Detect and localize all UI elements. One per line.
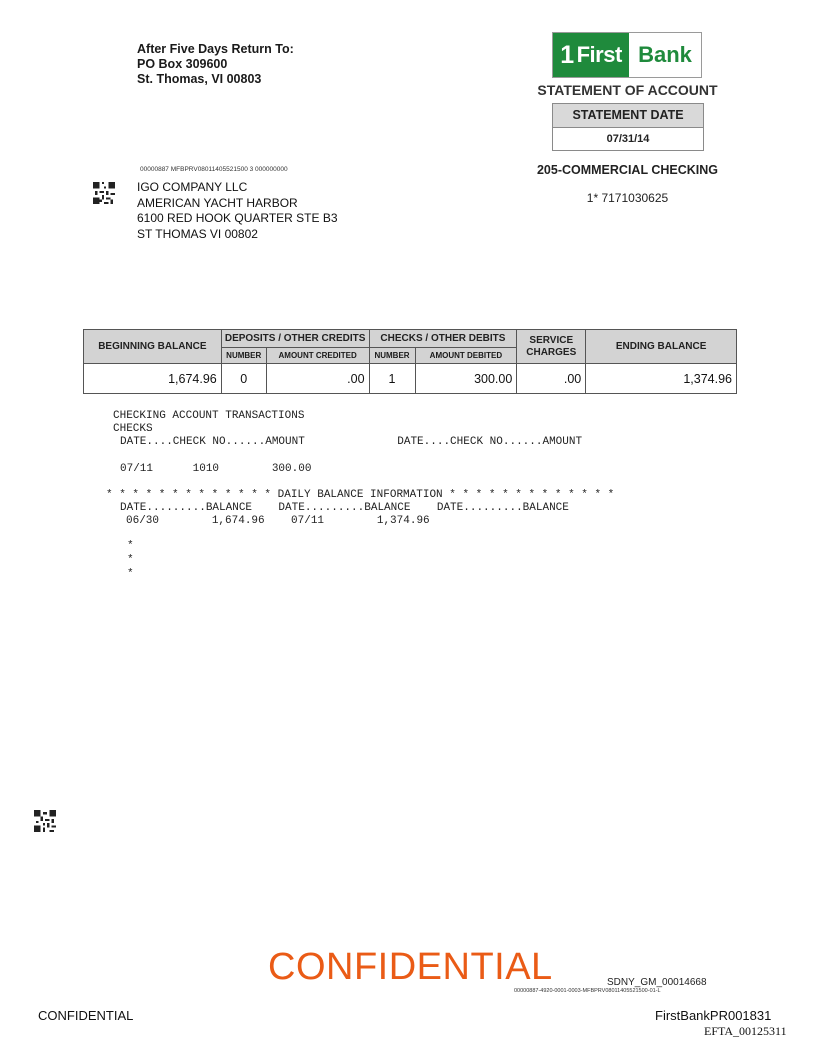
mail-barcode-text: 00000887 MFBPRV08011405521500 3 000000000 <box>140 166 288 173</box>
daily-balance-columns: DATE.........BALANCE DATE.........BALANCE DATE.........BALANCE <box>120 502 569 514</box>
account-type: 205-COMMERCIAL CHECKING <box>536 163 719 177</box>
checks-section-label: CHECKS <box>113 423 153 435</box>
deposits-header: DEPOSITS / OTHER CREDITS <box>221 330 369 348</box>
check-number-header: NUMBER <box>369 348 415 364</box>
statement-title: STATEMENT OF ACCOUNT <box>537 82 718 98</box>
star-line-2: * <box>127 554 134 566</box>
return-address-line1: After Five Days Return To: <box>137 42 294 56</box>
return-address-line2: PO Box 309600 <box>137 57 228 71</box>
firstbank-logo <box>552 32 702 78</box>
production-number: FirstBankPR001831 <box>655 1008 772 1023</box>
daily-balance-header: * * * * * * * * * * * * * DAILY BALANCE INFORMATION * * * * * * * * * * * * * <box>106 489 615 501</box>
sdny-bates-number: SDNY_GM_00014668 <box>607 977 707 988</box>
logo-word-first: First <box>576 42 622 67</box>
account-number: 1* 7171030625 <box>586 191 669 205</box>
logo-word-bank: Bank <box>629 33 701 77</box>
recipient-address <box>137 180 338 242</box>
return-address <box>137 42 294 87</box>
efta-number: EFTA_00125311 <box>704 1024 787 1038</box>
recipient-line2: AMERICAN YACHT HARBOR <box>137 195 298 210</box>
check-amount-value: 300.00 <box>415 364 517 394</box>
service-charges-value: .00 <box>517 364 586 394</box>
star-line-3: * <box>127 568 134 580</box>
logo-numeral: 1 <box>560 40 574 69</box>
checks-header: CHECKS / OTHER DEBITS <box>369 330 517 348</box>
statement-date-label: STATEMENT DATE <box>553 104 703 128</box>
recipient-line3: 6100 RED HOOK QUARTER STE B3 <box>137 211 338 225</box>
logo-green-block <box>553 33 629 77</box>
amount-credited-header: AMOUNT CREDITED <box>266 348 369 364</box>
ending-balance-header: ENDING BALANCE <box>586 330 737 364</box>
recipient-line4: ST THOMAS VI 00802 <box>137 226 258 241</box>
qr-code-icon <box>93 182 115 204</box>
checks-column-header: DATE....CHECK NO......AMOUNT DATE....CHECK NO......AMOUNT <box>120 436 583 448</box>
ending-balance-value: 1,374.96 <box>586 364 737 394</box>
transactions-title: CHECKING ACCOUNT TRANSACTIONS <box>113 410 305 422</box>
amount-debited-header: AMOUNT DEBITED <box>415 348 517 364</box>
beginning-balance-header: BEGINNING BALANCE <box>84 330 222 364</box>
return-address-line3: St. Thomas, VI 00803 <box>137 72 262 86</box>
daily-balance-row: 06/30 1,674.96 07/11 1,374.96 <box>126 515 430 527</box>
confidential-footer-label: CONFIDENTIAL <box>38 1008 134 1023</box>
star-line-1: * <box>127 540 134 552</box>
statement-date-box <box>552 103 704 151</box>
confidential-stamp: CONFIDENTIAL <box>268 946 553 988</box>
deposit-count-value: 0 <box>221 364 266 394</box>
check-count-value: 1 <box>369 364 415 394</box>
account-summary-table <box>83 329 737 394</box>
deposit-amount-value: .00 <box>266 364 369 394</box>
deposit-number-header: NUMBER <box>221 348 266 364</box>
qr-code-icon <box>34 810 56 832</box>
check-row: 07/11 1010 300.00 <box>120 463 312 475</box>
recipient-name: IGO COMPANY LLC <box>137 180 248 194</box>
beginning-balance-value: 1,674.96 <box>84 364 222 394</box>
service-charges-header: SERVICE CHARGES <box>517 330 586 364</box>
batch-code: 00000887-4920-0001-0003-MFBPRV08011405521500-01-L <box>514 988 661 994</box>
statement-date-value: 07/31/14 <box>606 133 650 145</box>
